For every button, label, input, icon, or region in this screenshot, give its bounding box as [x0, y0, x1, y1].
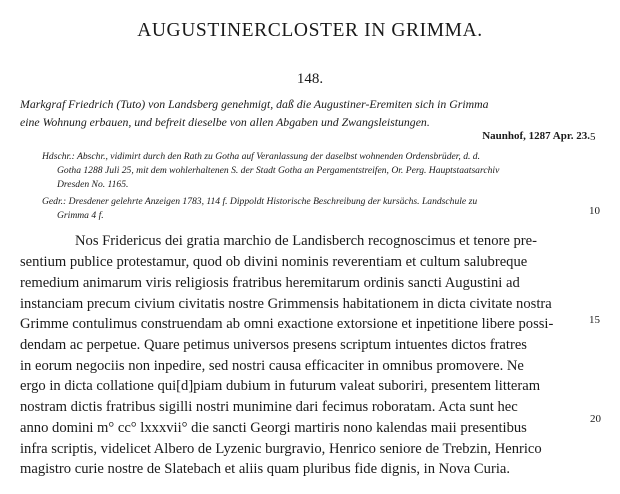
- body-line: Nos Fridericus dei gratia marchio de Landisberch recognoscimus et tenore pre-: [75, 233, 537, 249]
- body-line: in eorum negociis non inpedire, sed nostri causa efficaciter in omnibus promovere. Ne: [20, 358, 524, 374]
- body-line: magistro curie nostre de Slatebach et aliis quam pluribus fide dignis, in Nova Curia.: [20, 461, 510, 477]
- document-number: 148.: [296, 71, 324, 87]
- body-line: Grimme contulimus construendam ab omni exactione extorsione et inpetitione libere possi-: [20, 316, 554, 332]
- manuscript-note: Hdschr.: Abschr., vidimirt durch den Rath zu Gotha auf Veranlassung der daselbst wohnenden Ordensbrüder, d. d.: [42, 151, 481, 162]
- page-title: AUGUSTINERCLOSTER IN GRIMMA.: [137, 20, 483, 41]
- body-line: remedium animarum viris religiosis fratribus heremitarum ordinis sancti Augustini ad: [20, 275, 520, 291]
- body-line: ergo in dicta collatione qui[d]piam dubium in futurum valeat suboriri, presentem litteram: [20, 378, 541, 394]
- line-number: 15: [589, 314, 600, 326]
- body-line: anno domini m° cc° lxxxvii° die sancti Georgi martiris nono kalendas maii presentibus: [20, 420, 527, 436]
- manuscript-note: Gotha 1288 Juli 25, mit dem wohlerhaltenen S. der Stadt Gotha an Pergamentstreifen, Or. Perg. Hauptstaatsarchiv: [57, 165, 500, 176]
- body-line: nostram dictis fratribus sigilli nostri munimine dari fecimus roboratam. Acta sunt hec: [20, 399, 518, 415]
- line-number: 20: [590, 413, 601, 425]
- print-note: Grimma 4 f.: [57, 210, 104, 221]
- body-line: instanciam precum civium civitatis nostre Grimmensis habitationem in dicta civitate nostra: [20, 296, 552, 312]
- body-line: sentium publice protestamur, quod ob divini nominis reverentiam et cultum salubreque: [20, 254, 528, 270]
- regest-line: Markgraf Friedrich (Tuto) von Landsberg genehmigt, daß die Augustiner-Eremiten sich in Grimma: [20, 97, 489, 111]
- regest-line: eine Wohnung erbauen, und befreit dieselbe von allen Abgaben und Zwangsleistungen.: [20, 115, 430, 129]
- body-line: infra scriptis, videlicet Albero de Lyzenic burgravio, Henrico seniore de Trebzin, Henrico: [20, 441, 542, 457]
- line-number: 10: [589, 205, 600, 217]
- body-line: dendam ac perpetue. Quare petimus universos presens scriptum intuentes dictos fratres: [20, 337, 527, 353]
- print-note: Gedr.: Dresdener gelehrte Anzeigen 1783, 114 f. Dippoldt Historische Beschreibung der kursächs. Landschule zu: [42, 196, 478, 207]
- line-number: 5: [590, 131, 596, 143]
- manuscript-note: Dresden No. 1165.: [57, 179, 129, 190]
- place-date: Naunhof, 1287 Apr. 23.: [482, 130, 590, 142]
